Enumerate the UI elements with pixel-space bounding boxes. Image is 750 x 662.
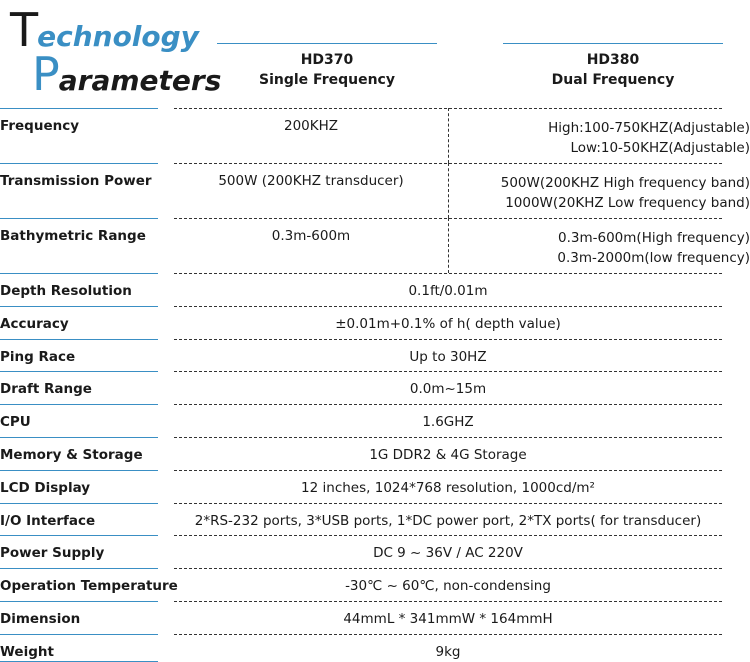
hd380-value-line: 0.3m-2000m(low frequency) [557, 250, 750, 266]
hd380-value-line: Low:10-50KHZ(Adjustable) [570, 140, 750, 156]
row-value: -30℃ ~ 60℃, non-condensing [345, 578, 551, 595]
row-divider [174, 568, 722, 569]
row-divider [174, 535, 722, 536]
page-title [10, 3, 222, 101]
row-value: ±0.01m+0.1% of h( depth value) [335, 315, 561, 332]
row-label: Transmission Power [0, 173, 152, 189]
label-rule [0, 218, 158, 219]
column-divider [448, 163, 449, 218]
row-divider [174, 601, 722, 602]
title-word-1: echnology [37, 20, 199, 53]
row-value: 2*RS-232 ports, 3*USB ports, 1*DC power port, 2*TX ports( for transducer) [194, 512, 702, 529]
hd380-value-line: High:100-750KHZ(Adjustable) [548, 120, 750, 136]
label-rule [0, 535, 158, 536]
label-rule [0, 273, 158, 274]
label-rule [0, 339, 158, 340]
label-rule [0, 503, 158, 504]
label-rule [0, 371, 158, 372]
hd380-value-line: 500W(200KHZ High frequency band) [500, 175, 750, 191]
row-divider [174, 306, 722, 307]
title-initial-p: P [32, 47, 59, 101]
label-rule [0, 306, 158, 307]
row-label: Depth Resolution [0, 283, 132, 299]
row-value: 1G DDR2 & 4G Storage [369, 447, 527, 463]
label-rule [0, 163, 158, 164]
column-model: HD380 [586, 52, 640, 68]
label-rule [0, 470, 158, 471]
hd380-value [448, 228, 750, 268]
title-initial-t: T [10, 3, 38, 57]
row-label: Dimension [0, 611, 81, 627]
label-rule [0, 108, 158, 109]
row-value: 9kg [435, 643, 461, 660]
row-divider [174, 371, 722, 372]
row-label: Memory & Storage [0, 447, 143, 463]
column-rule [503, 43, 723, 44]
row-value: DC 9 ~ 36V / AC 220V [373, 545, 523, 562]
label-rule [0, 404, 158, 405]
column-header-hd380 [503, 43, 723, 90]
row-divider [174, 404, 722, 405]
hd370-value: 500W (200KHZ transducer) [218, 173, 404, 189]
hd380-value [448, 173, 750, 213]
row-value: 0.0m~15m [409, 381, 487, 398]
row-divider [174, 273, 722, 274]
hd370-value: 0.3m-600m [271, 228, 351, 244]
column-subtitle: Dual Frequency [551, 72, 675, 88]
row-label: Accuracy [0, 315, 69, 332]
column-rule [217, 43, 437, 44]
label-rule [0, 601, 158, 602]
column-header-hd370 [217, 43, 437, 90]
column-model: HD370 [300, 52, 354, 68]
row-divider [174, 339, 722, 340]
hd380-value-line: 0.3m-600m(High frequency) [558, 230, 750, 246]
row-label: Bathymetric Range [0, 228, 146, 244]
label-rule [0, 568, 158, 569]
row-label: Frequency [0, 118, 80, 134]
hd370-value: 200KHZ [283, 118, 339, 134]
row-divider [174, 634, 722, 635]
row-label: Power Supply [0, 545, 105, 562]
row-divider [174, 470, 722, 471]
row-label: CPU [0, 414, 31, 431]
title-word-2: arameters [58, 64, 222, 97]
column-divider [448, 218, 449, 273]
column-subtitle: Single Frequency [259, 72, 395, 88]
row-value: 0.1ft/0.01m [408, 283, 488, 299]
row-label: Weight [0, 643, 54, 660]
row-value: 1.6GHZ [422, 414, 474, 431]
row-label: I/O Interface [0, 512, 96, 529]
label-rule [0, 634, 158, 635]
row-label: Draft Range [0, 381, 92, 398]
row-value: 44mmL * 341mmW * 164mmH [343, 611, 553, 627]
label-rule [0, 437, 158, 438]
row-label: Operation Temperature [0, 578, 178, 595]
hd380-value [448, 118, 750, 158]
row-value: Up to 30HZ [409, 348, 487, 365]
hd380-value-line: 1000W(20KHZ Low frequency band) [505, 195, 750, 211]
row-value: 12 inches, 1024*768 resolution, 1000cd/m² [301, 479, 595, 496]
row-label: LCD Display [0, 479, 91, 496]
row-divider [174, 437, 722, 438]
column-divider [448, 108, 449, 163]
row-label: Ping Race [0, 348, 76, 365]
row-divider [174, 503, 722, 504]
